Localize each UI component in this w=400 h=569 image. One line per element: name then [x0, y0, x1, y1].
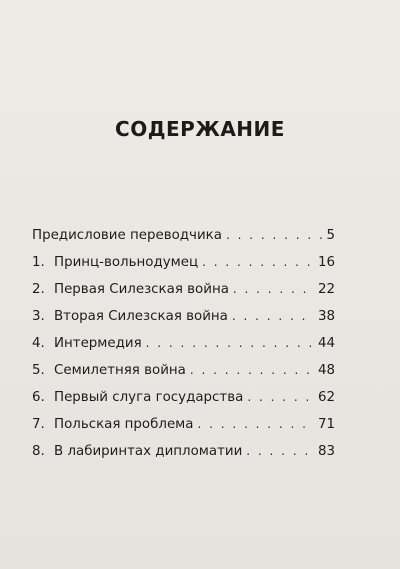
toc-dot-leader: [226, 228, 323, 242]
toc-entry-page: 83: [317, 444, 335, 459]
toc-entry-title: Польская проблема: [54, 417, 194, 432]
toc-entry-chapter-2: [32, 282, 335, 309]
toc-entry-chapter-1: [32, 255, 335, 282]
toc-entry-preface: [32, 228, 335, 255]
toc-entry-page: 38: [317, 309, 335, 324]
toc-entry-chapter-4: [32, 336, 335, 363]
toc-entry-number: 3.: [32, 309, 45, 324]
toc-entry-page: 71: [317, 417, 335, 432]
toc-entry-title: Принц-вольнодумец: [54, 255, 199, 270]
toc-dot-leader: [247, 390, 314, 404]
toc-entry-number: 2.: [32, 282, 45, 297]
toc-dot-leader: [246, 444, 314, 458]
toc-entry-chapter-8: [32, 444, 335, 471]
toc-entry-chapter-6: [32, 390, 335, 417]
toc-dot-leader: [232, 309, 314, 323]
toc-entry-title: Первая Силезская война: [54, 282, 229, 297]
toc-entry-title: Предисловие переводчика: [32, 228, 222, 243]
toc-entry-number: 8.: [32, 444, 45, 459]
toc-entry-page: 62: [317, 390, 335, 405]
toc-entry-chapter-7: [32, 417, 335, 444]
toc-dot-leader: [198, 417, 314, 431]
toc-entry-title: Семилетняя война: [54, 363, 186, 378]
table-of-contents: [32, 228, 335, 471]
toc-dot-leader: [146, 336, 314, 350]
page-title: СОДЕРЖАНИЕ: [115, 117, 285, 141]
toc-entry-number: 7.: [32, 417, 45, 432]
toc-entry-title: Интермедия: [54, 336, 142, 351]
toc-entry-page: 16: [317, 255, 335, 270]
toc-entry-title: Первый слуга государства: [54, 390, 244, 405]
toc-entry-number: 1.: [32, 255, 45, 270]
toc-entry-title: В лабиринтах дипломатии: [54, 444, 243, 459]
toc-entry-number: 4.: [32, 336, 45, 351]
toc-dot-leader: [233, 282, 314, 296]
toc-dot-leader: [190, 363, 314, 377]
toc-entry-number: 6.: [32, 390, 45, 405]
toc-entry-page: 5: [326, 228, 335, 243]
toc-entry-chapter-3: [32, 309, 335, 336]
toc-entry-page: 44: [317, 336, 335, 351]
toc-entry-number: 5.: [32, 363, 45, 378]
toc-entry-page: 22: [317, 282, 335, 297]
toc-entry-title: Вторая Силезская война: [54, 309, 228, 324]
toc-entry-page: 48: [317, 363, 335, 378]
toc-dot-leader: [202, 255, 314, 269]
toc-entry-chapter-5: [32, 363, 335, 390]
